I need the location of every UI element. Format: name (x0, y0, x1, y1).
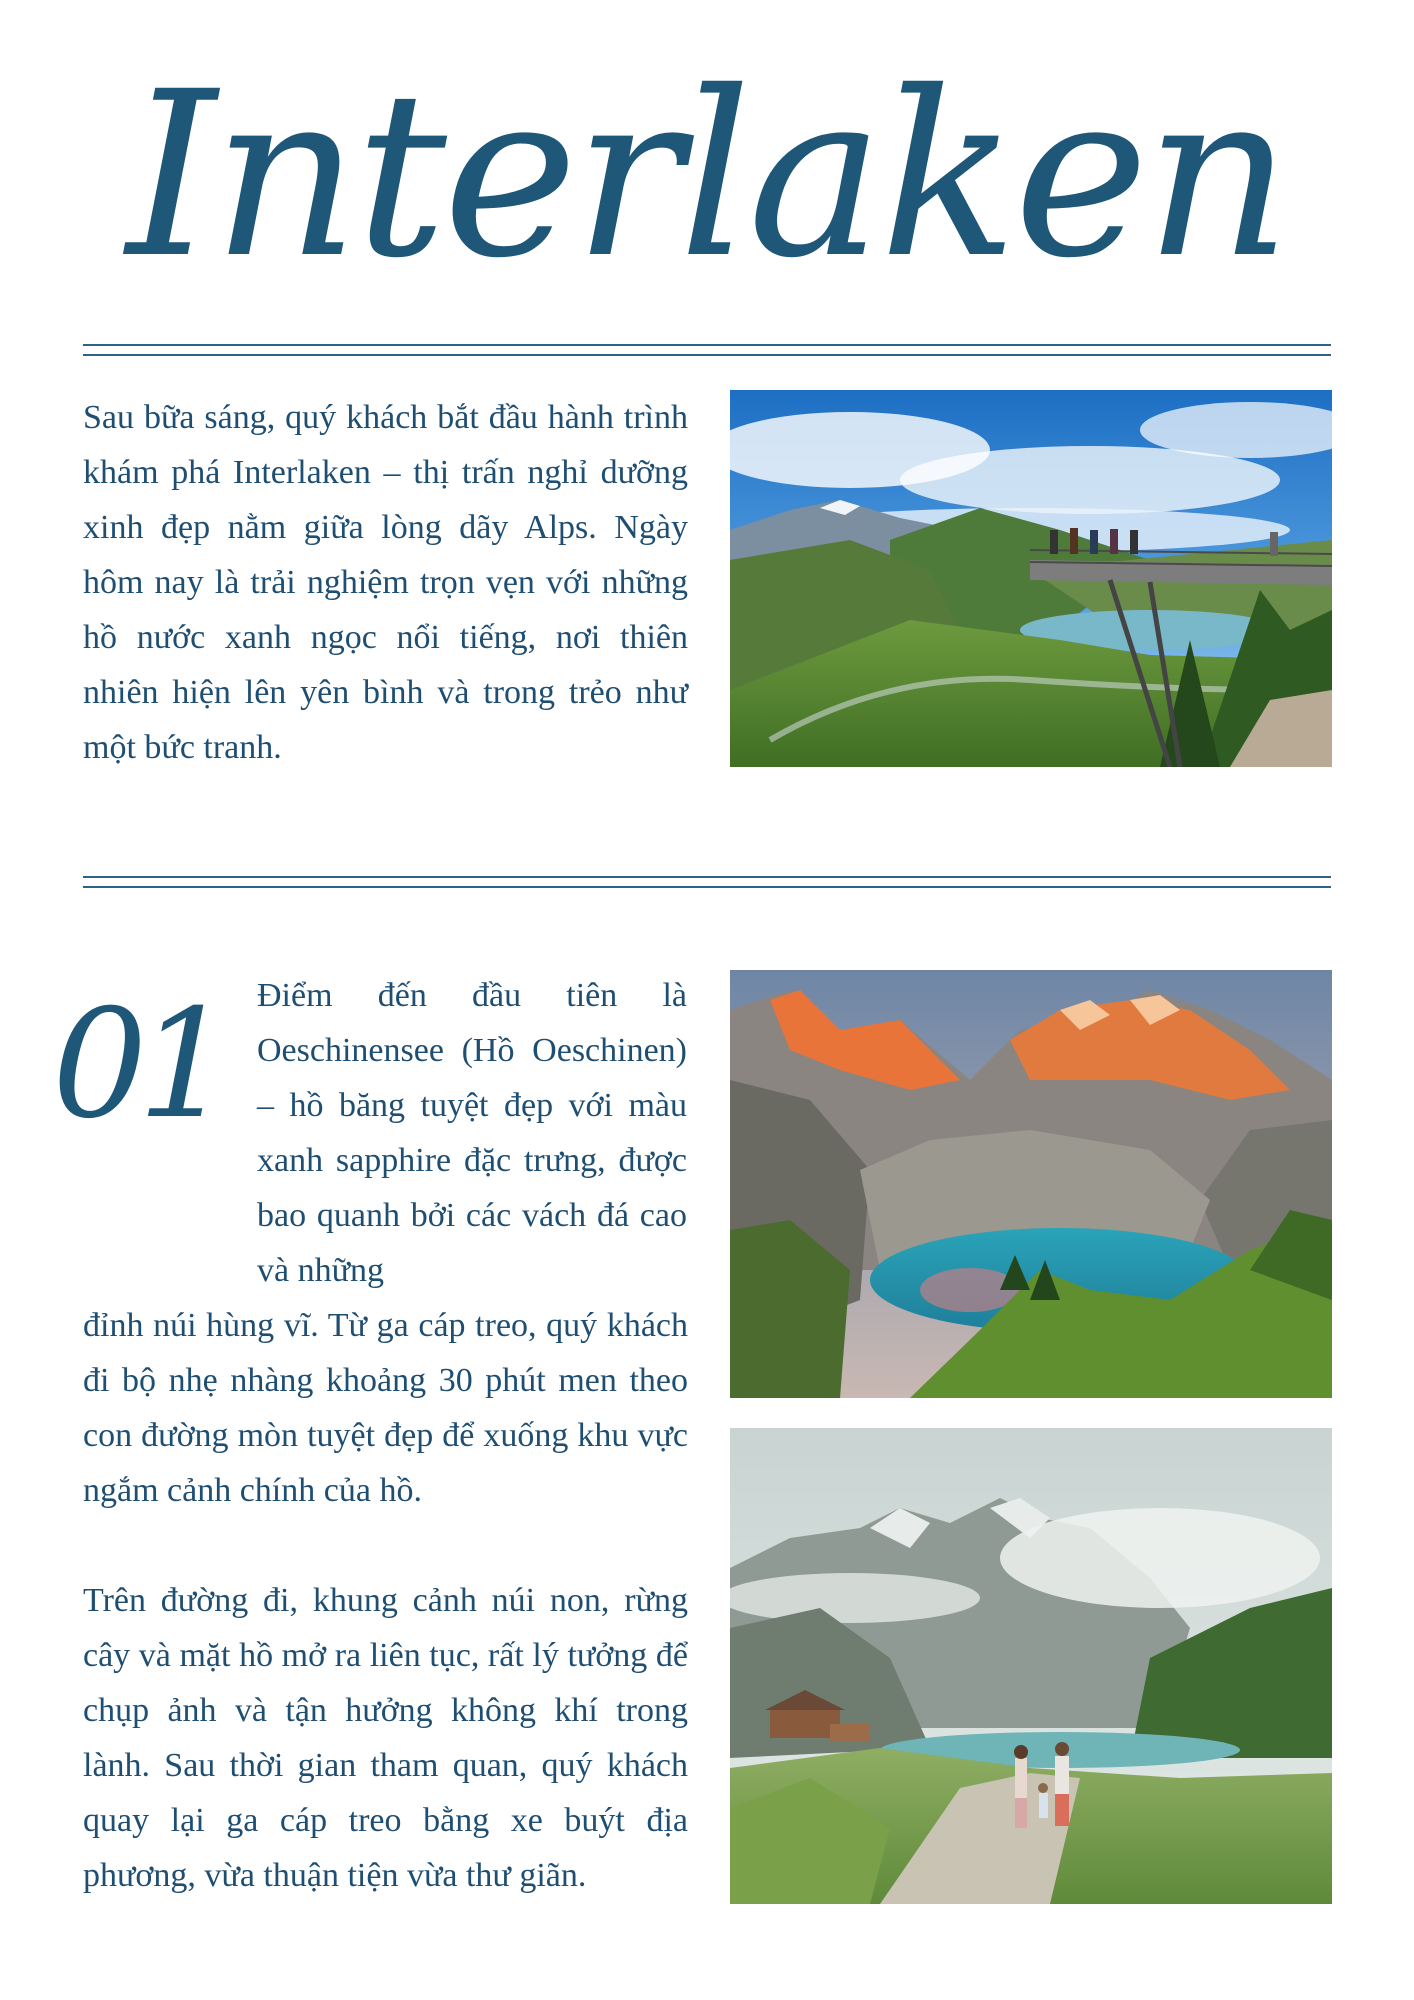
intro-paragraph: Sau bữa sáng, quý khách bắt đầu hành trình khám phá Interlaken – thị trấn nghỉ dưỡng xinh đẹp nằm giữa lòng dãy Alps. Ngày hôm nay là trải nghiệm trọn vẹn với những hồ nước xanh ngọc nổi tiếng, nơi thiên nhiên hiện lên yên bình và trong trẻo như một bức tranh. (83, 399, 688, 766)
divider-top (83, 344, 1331, 346)
oeschinensee-trail-photo (730, 1428, 1332, 1904)
divider-middle (83, 876, 1331, 878)
interlaken-viewpoint-photo (730, 390, 1332, 767)
page-title: Interlaken (126, 42, 1288, 308)
section-1-text-beside-number: Điểm đến đầu tiên là Oeschinensee (Hồ Oeschinen) – hồ băng tuyệt đẹp với màu xanh sapphire đặc trưng, được bao quanh bởi các vách đá cao và những (257, 977, 687, 1289)
section-1-text-second: Trên đường đi, khung cảnh núi non, rừng cây và mặt hồ mở ra liên tục, rất lý tưởng để chụp ảnh và tận hưởng không khí trong lành. Sau thời gian tham quan, quý khách quay lại ga cáp treo bằng xe buýt địa phương, vừa thuận tiện vừa thư giãn. (83, 1582, 688, 1894)
oeschinensee-lake-photo (730, 970, 1332, 1398)
section-number: 01 (52, 978, 223, 1152)
divider-middle-second (83, 886, 1331, 888)
section-1-text-continued: đỉnh núi hùng vĩ. Từ ga cáp treo, quý khách đi bộ nhẹ nhàng khoảng 30 phút men theo con đường mòn tuyệt đẹp để xuống khu vực ngắm cảnh chính của hồ. (83, 1307, 688, 1509)
divider-top-second (83, 354, 1331, 356)
